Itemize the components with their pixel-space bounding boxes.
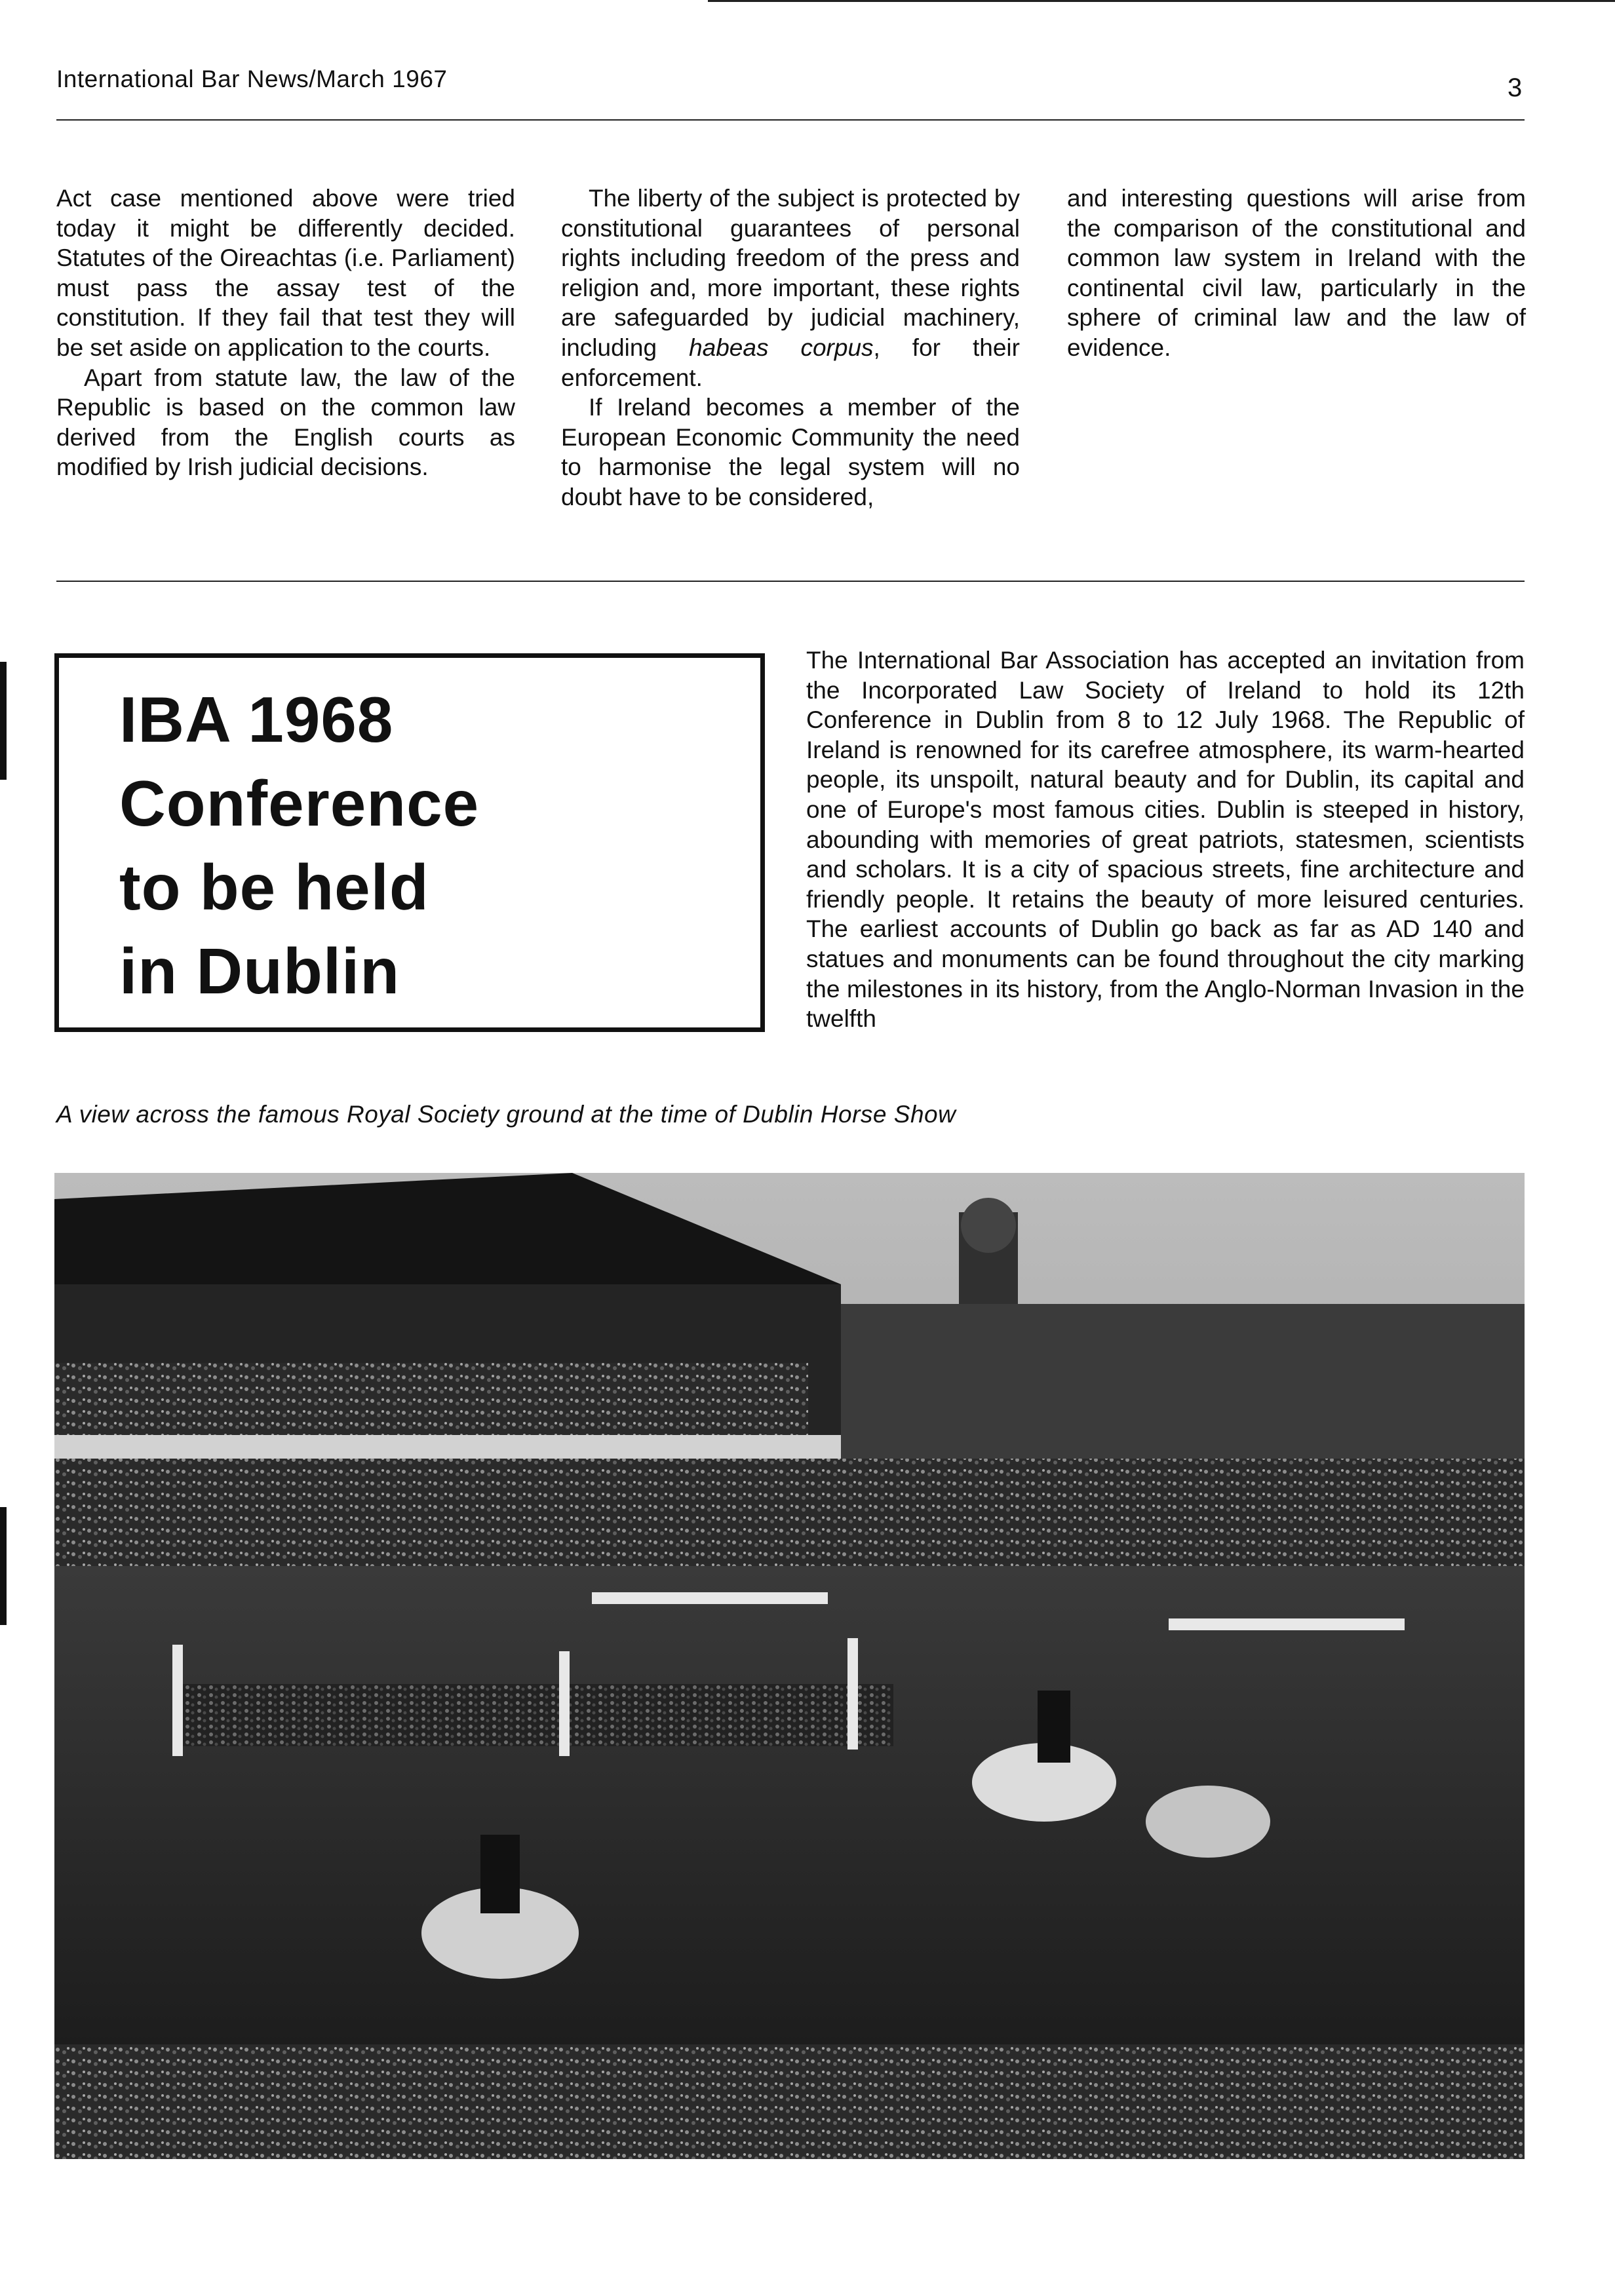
rider [480, 1835, 520, 1913]
column-2-text-end: , for their enforcement. [561, 334, 1020, 391]
section-divider-rule [56, 581, 1525, 582]
trees-background [841, 1304, 1525, 1461]
headline-line-1: IBA 1968 [119, 683, 394, 756]
hedge-jump [172, 1684, 893, 1746]
article-column-2 [561, 183, 1020, 512]
lower-stand-crowd [54, 1459, 1525, 1570]
column-2-text: The liberty of the subject is protected by constitutional guarantees of personal rights including freedom of the press and religion and, more important, these rights are safeguarded by judicial machinery, including [561, 185, 1020, 361]
grandstand-crowd [54, 1363, 808, 1435]
column-3-paragraph: and interesting questions will arise from the comparison of the constitutional and common law system in Ireland with the continental civil law, particularly in the sphere of criminal law and the law of evidence. [1067, 185, 1526, 361]
jump-post [559, 1651, 570, 1756]
headline-line-2: Conference [119, 767, 480, 839]
headline-box [54, 653, 765, 1032]
top-edge-rule [708, 0, 1615, 2]
habeas-corpus-term: habeas corpus [689, 334, 874, 361]
horse-show-photo [54, 1173, 1525, 2159]
photo-caption: A view across the famous Royal Society ground at the time of Dublin Horse Show [56, 1101, 956, 1128]
header-rule [56, 119, 1525, 121]
jump-post [847, 1638, 858, 1750]
foreground-spectators [54, 2044, 1525, 2159]
grey-horse [1146, 1786, 1270, 1858]
clock-tower-cupola [961, 1198, 1016, 1253]
jump-rail [592, 1592, 828, 1604]
article-column-1 [56, 183, 515, 482]
headline-line-4: in Dublin [119, 935, 400, 1007]
column-2-paragraph-1 [561, 183, 1020, 392]
column-1-paragraph-1: Act case mentioned above were tried today it might be differently decided. Statutes of the Oireachtas (i.e. Parliament) must pass the assay test of the constitution. If they fail that test they will be set aside on application to the courts. [56, 185, 515, 361]
feature-headline [119, 678, 479, 1013]
rider [1038, 1691, 1070, 1763]
jump-rail [1169, 1618, 1405, 1630]
headline-line-3: to be held [119, 851, 429, 923]
binder-mark [0, 662, 7, 780]
column-1-paragraph-2: Apart from statute law, the law of the Republic is based on the common law derived from the English courts as modified by Irish judicial decisions. [56, 364, 515, 481]
feature-intro-text: The International Bar Association has accepted an invitation from the Incorporated Law Society of Ireland to hold its 12th Conference in Dublin from 8 to 12 July 1968. The Republic of Ireland is renowned for its carefree atmosphere, its warm-hearted people, its unspoilt, natural beauty and for Dublin, its capital and one of Europe's most famous cities. Dublin is steeped in history, abounding with memories of great patriots, statesmen, scientists and scholars. It is a city of spacious streets, fine architecture and friendly people. It retains the beauty of more leisured centuries. The earliest accounts of Dublin go back as far as AD 140 and statues and monuments can be found throughout the city marking the milestones in its history, from the Anglo-Norman Invasion in the twelfth [806, 647, 1525, 1033]
binder-mark [0, 1507, 7, 1625]
running-head: International Bar News/March 1967 [56, 66, 448, 92]
jump-post [172, 1645, 183, 1756]
page-number: 3 [1508, 73, 1523, 102]
column-2-paragraph-2: If Ireland becomes a member of the European Economic Community the need to harmonise the legal system will no doubt have to be considered, [561, 394, 1020, 510]
article-column-3 [1067, 183, 1526, 363]
